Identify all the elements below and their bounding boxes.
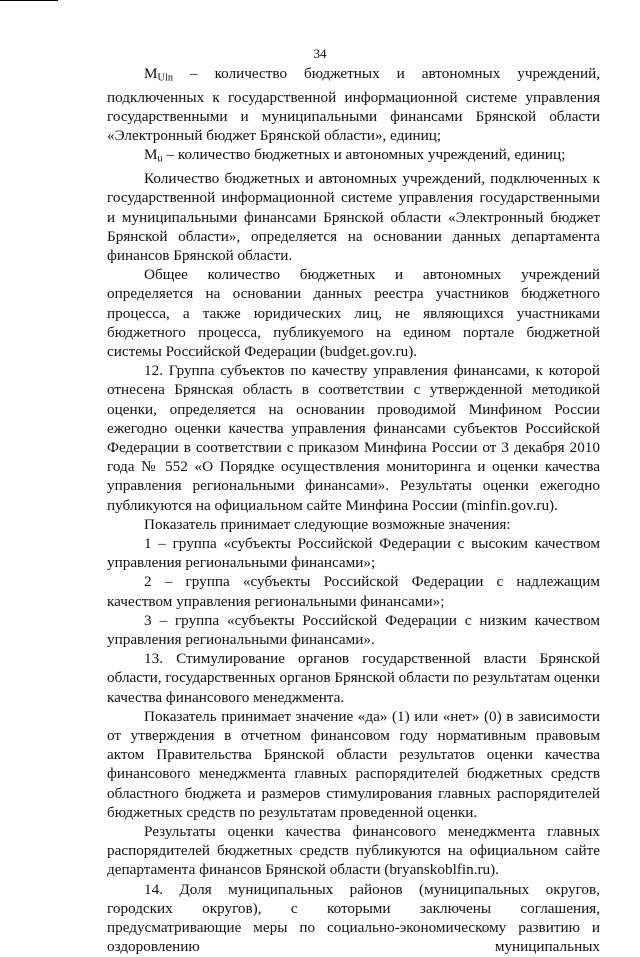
paragraph: Количество бюджетных и автономных учреждений, подключенных к государственной информационной системе управления государственными и муниципальными финансами Брянской области «Электронный бюджет Брянской области», определяется на основании данных департамента финансов Брянской области. bbox=[107, 170, 600, 264]
definition-text: – количество бюджетных и автономных учреждений, единиц; bbox=[162, 146, 566, 164]
paragraph-item-13: 13. Стимулирование органов государственной власти Брянской области, государственных органов Брянской области по результатам оценки качества финансового менеджмента. bbox=[107, 650, 600, 706]
list-item: 2 – группа «субъекты Российской Федерации с надлежащим качеством управления региональными финансами»; bbox=[107, 573, 600, 610]
document-body bbox=[107, 64, 600, 957]
paragraph: Результаты оценки качества финансового менеджмента главных распорядителей бюджетных средств публикуются на официальном сайте департамента финансов Брянской области (bryanskoblfin.ru). bbox=[107, 823, 600, 879]
paragraph: Общее количество бюджетных и автономных учреждений определяется на основании данных реестра участников бюджетного процесса, а также юридических лиц, не являющихся участниками бюджетного процесса, публикуемого на едином портале бюджетной системы Российской Федерации (budget.gov.ru). bbox=[107, 266, 600, 360]
top-rule bbox=[0, 0, 58, 1]
symbol-subscript: u bbox=[157, 153, 163, 165]
paragraph-item-12: 12. Группа субъектов по качеству управления финансами, к которой отнесена Брянская область в соответствии с утвержденной методикой оценки, определяется на основании проводимой Минфином России ежегодно оценки качества управления финансами субъектов Российской Федерации в соответствии с приказом Минфина России от 3 декабря 2010 года № 552 «О Порядке осуществления мониторинга и оценки качества управления региональными финансами». Результаты оценки ежегодно публикуются на официальном сайте Минфина России (minfin.gov.ru). bbox=[107, 362, 600, 514]
paragraph: Показатель принимает следующие возможные значения: bbox=[144, 515, 511, 533]
paragraph-mu-definition bbox=[107, 145, 600, 169]
paragraph-item-14: 14. Доля муниципальных районов (муниципальных округов, городских округов), с которыми заключены соглашения, предусматривающие меры по социально-экономическому развитию и оздоровлению муниципальных bbox=[107, 880, 600, 956]
paragraph-muln-definition bbox=[107, 64, 600, 145]
symbol-m: M bbox=[144, 65, 158, 82]
definition-text: – количество бюджетных и автономных учреждений, подключенных к государственной информационной системе управления государственными и муниципальными финансами Брянской области «Электронный бюджет Брянской области», единиц; bbox=[107, 65, 600, 145]
page-number: 34 bbox=[313, 46, 327, 61]
list-item: 3 – группа «субъекты Российской Федерации с низким качеством управления региональными финансами». bbox=[107, 611, 600, 649]
paragraph: Показатель принимает значение «да» (1) или «нет» (0) в зависимости от утверждения в отчетном финансовом году нормативным правовым актом Правительства Брянской области результатов оценки качества финансового менеджмента главных распорядителей бюджетных средств областного бюджета и размеров стимулирования главных распорядителей бюджетных средств по результатам проведенной оценки. bbox=[107, 707, 600, 821]
symbol-subscript: Uln bbox=[157, 72, 174, 84]
symbol-m: M bbox=[144, 146, 158, 164]
list-item: 1 – группа «субъекты Российской Федерации с высоким качеством управления региональными финансами»; bbox=[107, 535, 600, 572]
